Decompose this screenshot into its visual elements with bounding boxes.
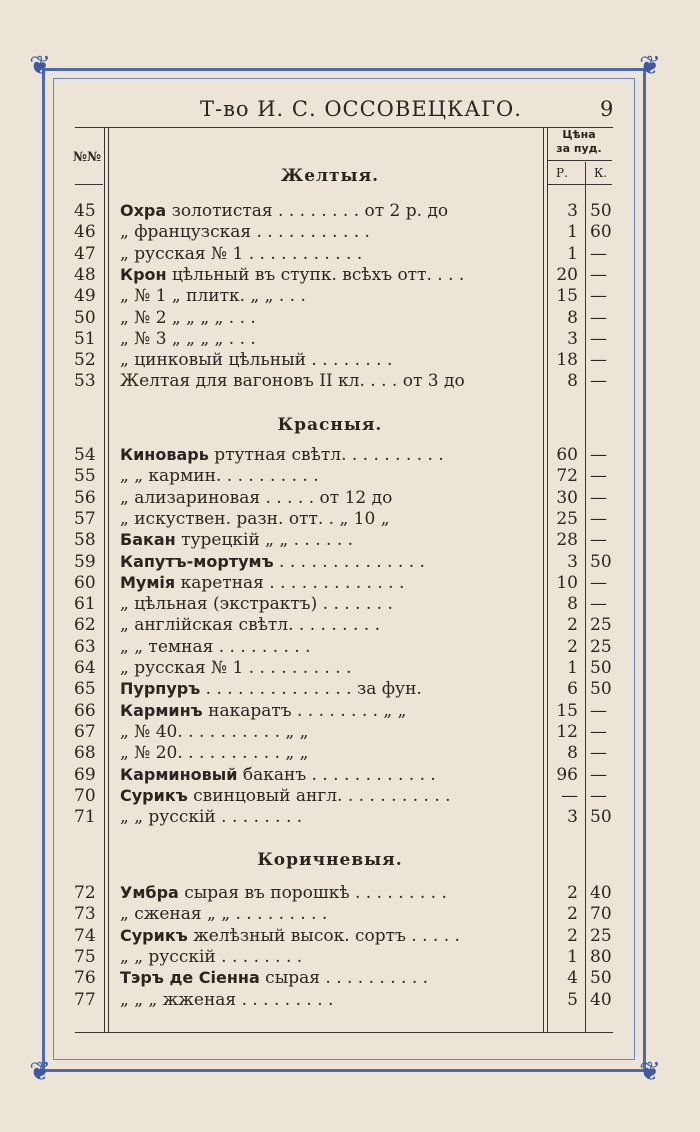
price-rub: 10 bbox=[556, 572, 578, 593]
price-kop: — bbox=[590, 785, 607, 806]
price-rub: 2 bbox=[567, 904, 578, 925]
item-name bbox=[120, 968, 610, 988]
item-name bbox=[120, 488, 610, 508]
num-col-rule bbox=[75, 184, 103, 185]
price-rub: 25 bbox=[556, 508, 578, 529]
item-number: 62 bbox=[74, 615, 96, 636]
price-kop: 40 bbox=[590, 989, 612, 1010]
price-rub: 3 bbox=[567, 551, 578, 572]
price-kop: 25 bbox=[590, 925, 612, 946]
item-number: 71 bbox=[74, 807, 96, 828]
price-kop: — bbox=[590, 466, 607, 487]
price-head-rule-2 bbox=[548, 184, 612, 185]
item-number: 72 bbox=[74, 883, 96, 903]
table-row bbox=[70, 679, 618, 699]
price-kop: 40 bbox=[590, 883, 612, 903]
item-number: 64 bbox=[74, 658, 96, 678]
price-kop: 80 bbox=[590, 946, 612, 967]
table-row bbox=[70, 530, 618, 550]
item-number: 69 bbox=[74, 764, 96, 785]
item-description: „ русская № 1 . . . . . . . . . . bbox=[120, 658, 352, 678]
table-row bbox=[70, 926, 618, 946]
table-row bbox=[70, 509, 618, 529]
item-description: желѣзный высок. сортъ . . . . . bbox=[187, 925, 460, 946]
item-name-bold: Сурикъ bbox=[120, 925, 188, 945]
item-name bbox=[120, 222, 610, 242]
item-number: 75 bbox=[74, 946, 96, 967]
item-description: ртутная свѣтл. . . . . . . . . . bbox=[208, 445, 444, 465]
price-rub: 60 bbox=[556, 445, 578, 465]
item-description: „ искуствен. разн. отт. . „ 10 „ bbox=[120, 508, 390, 529]
price-kop: — bbox=[590, 743, 607, 764]
item-name bbox=[120, 658, 610, 678]
item-name bbox=[120, 722, 610, 742]
item-number: 63 bbox=[74, 636, 96, 657]
price-rub: 2 bbox=[567, 636, 578, 657]
table-row bbox=[70, 222, 618, 242]
item-description: „ сженая „ „ . . . . . . . . . bbox=[120, 904, 328, 925]
price-rub: 1 bbox=[567, 658, 578, 678]
item-name bbox=[120, 786, 610, 806]
corner-ornament-icon: ❦ bbox=[639, 1057, 661, 1087]
price-kop: — bbox=[590, 487, 607, 508]
page-header-title: Т-во И. С. ОССОВЕЦКАГО. bbox=[200, 97, 522, 121]
item-description: „ „ русскій . . . . . . . . bbox=[120, 946, 303, 967]
price-rub: 1 bbox=[567, 946, 578, 967]
item-name bbox=[120, 947, 610, 967]
price-kop: — bbox=[590, 700, 607, 721]
price-rub: 8 bbox=[567, 594, 578, 615]
item-description: „ ализариновая . . . . . от 12 до bbox=[120, 487, 393, 508]
price-rub: 8 bbox=[567, 743, 578, 764]
price-kop: 50 bbox=[590, 679, 612, 700]
table-row bbox=[70, 637, 618, 657]
price-unit-label: за пуд. bbox=[556, 142, 602, 155]
item-name-bold: Охра bbox=[120, 201, 167, 220]
item-description: „ французская . . . . . . . . . . . bbox=[120, 222, 370, 243]
item-number: 73 bbox=[74, 904, 96, 925]
item-name bbox=[120, 679, 610, 699]
price-rub: — bbox=[561, 785, 578, 806]
item-description: свинцовый англ. . . . . . . . . . . bbox=[187, 785, 451, 806]
item-description: сырая въ порошкѣ . . . . . . . . . bbox=[178, 883, 447, 903]
price-label: Цѣна bbox=[562, 128, 596, 141]
item-name-bold: Карминовый bbox=[120, 764, 238, 784]
price-kop: — bbox=[590, 264, 607, 285]
item-name bbox=[120, 244, 610, 264]
item-number: 70 bbox=[74, 785, 96, 806]
price-rub: 1 bbox=[567, 222, 578, 243]
item-number: 54 bbox=[74, 445, 96, 465]
price-rub: 6 bbox=[567, 679, 578, 700]
price-kop: — bbox=[590, 764, 607, 785]
item-number: 61 bbox=[74, 594, 96, 615]
price-rub: 2 bbox=[567, 925, 578, 946]
header-rule bbox=[75, 127, 613, 128]
table-row bbox=[70, 615, 618, 635]
item-name bbox=[120, 509, 610, 529]
item-number: 68 bbox=[74, 743, 96, 764]
price-rub: 3 bbox=[567, 201, 578, 221]
item-description: турецкій „ „ . . . . . . bbox=[175, 530, 354, 551]
item-name-bold: Сурикъ bbox=[120, 785, 188, 805]
item-description: „ № 20. . . . . . . . . . „ „ bbox=[120, 743, 309, 764]
item-number: 66 bbox=[74, 700, 96, 721]
price-rub: 3 bbox=[567, 328, 578, 349]
table-row bbox=[70, 201, 618, 221]
price-kop: — bbox=[590, 508, 607, 529]
table-row bbox=[70, 743, 618, 763]
item-number: 47 bbox=[74, 243, 96, 264]
table-row bbox=[70, 947, 618, 967]
item-name bbox=[120, 926, 610, 946]
price-kop: 50 bbox=[590, 658, 612, 678]
item-number: 56 bbox=[74, 487, 96, 508]
item-number: 67 bbox=[74, 721, 96, 742]
price-rub: 18 bbox=[556, 350, 578, 371]
table-row bbox=[70, 286, 618, 306]
item-description: накаратъ . . . . . . . . „ „ bbox=[202, 700, 407, 721]
item-name bbox=[120, 530, 610, 550]
item-description: „ „ кармин. . . . . . . . . . bbox=[120, 466, 319, 487]
item-name bbox=[120, 265, 610, 285]
price-rub: 20 bbox=[556, 264, 578, 285]
price-kop: 25 bbox=[590, 615, 612, 636]
table-row bbox=[70, 968, 618, 988]
item-name-bold: Тэръ де Сіенна bbox=[120, 968, 260, 988]
table-row bbox=[70, 807, 618, 827]
item-name bbox=[120, 990, 610, 1010]
item-description: „ „ русскій . . . . . . . . bbox=[120, 807, 303, 828]
item-number: 48 bbox=[74, 264, 96, 285]
item-name-bold: Умбра bbox=[120, 883, 179, 902]
price-kop: 50 bbox=[590, 968, 612, 989]
item-name bbox=[120, 743, 610, 763]
price-rub: 5 bbox=[567, 989, 578, 1010]
table-row bbox=[70, 573, 618, 593]
table-row bbox=[70, 722, 618, 742]
item-name bbox=[120, 286, 610, 306]
item-name bbox=[120, 765, 610, 785]
table-row bbox=[70, 265, 618, 285]
price-rub: 8 bbox=[567, 307, 578, 328]
kop-header: К. bbox=[594, 166, 608, 180]
item-description: „ „ „ жженая . . . . . . . . . bbox=[120, 989, 334, 1010]
item-description: „ № 2 „ „ „ „ . . . bbox=[120, 307, 256, 328]
item-name bbox=[120, 904, 610, 924]
price-kop: — bbox=[590, 721, 607, 742]
table-row bbox=[70, 488, 618, 508]
item-name bbox=[120, 807, 610, 827]
table-row bbox=[70, 445, 618, 465]
num-column-header: №№ bbox=[73, 150, 102, 165]
price-kop: — bbox=[590, 307, 607, 328]
item-description: Желтая для вагоновъ II кл. . . . от 3 до bbox=[120, 371, 465, 392]
price-kop: — bbox=[590, 371, 607, 392]
item-number: 65 bbox=[74, 679, 96, 700]
item-name-bold: Крон bbox=[120, 264, 167, 284]
item-description: „ цѣльная (экстрактъ) . . . . . . . bbox=[120, 594, 393, 615]
table-row bbox=[70, 883, 618, 903]
table-row bbox=[70, 904, 618, 924]
table-row bbox=[70, 244, 618, 264]
item-description: „ русская № 1 . . . . . . . . . . . bbox=[120, 243, 363, 264]
table-row bbox=[70, 552, 618, 572]
table-row bbox=[70, 765, 618, 785]
item-number: 59 bbox=[74, 551, 96, 572]
item-name bbox=[120, 594, 610, 614]
section-title: Коричневыя. bbox=[257, 850, 403, 870]
item-number: 50 bbox=[74, 307, 96, 328]
price-kop: — bbox=[590, 445, 607, 465]
item-name-bold: Капутъ-мортумъ bbox=[120, 551, 274, 571]
price-rub: 30 bbox=[556, 487, 578, 508]
item-name bbox=[120, 701, 610, 721]
item-description: . . . . . . . . . . . . . . bbox=[273, 551, 425, 572]
price-kop: — bbox=[590, 594, 607, 615]
item-number: 77 bbox=[74, 989, 96, 1010]
item-number: 55 bbox=[74, 466, 96, 487]
price-rub: 4 bbox=[567, 968, 578, 989]
price-rub: 8 bbox=[567, 371, 578, 392]
bottom-rule bbox=[75, 1032, 613, 1033]
price-rub: 72 bbox=[556, 466, 578, 487]
item-description: „ № 40. . . . . . . . . . „ „ bbox=[120, 721, 309, 742]
item-number: 53 bbox=[74, 371, 96, 392]
rub-header: Р. bbox=[556, 166, 568, 180]
table-row bbox=[70, 329, 618, 349]
item-name bbox=[120, 573, 610, 593]
item-number: 51 bbox=[74, 328, 96, 349]
item-name bbox=[120, 883, 610, 903]
price-kop: — bbox=[590, 243, 607, 264]
price-rub: 96 bbox=[556, 764, 578, 785]
item-description: цѣльный въ ступк. всѣхъ отт. . . . bbox=[166, 264, 465, 285]
item-description: баканъ . . . . . . . . . . . . bbox=[237, 764, 436, 785]
item-name bbox=[120, 329, 610, 349]
item-number: 49 bbox=[74, 286, 96, 307]
table-row bbox=[70, 701, 618, 721]
item-description: „ № 3 „ „ „ „ . . . bbox=[120, 328, 256, 349]
price-kop: — bbox=[590, 530, 607, 551]
item-description: „ „ темная . . . . . . . . . bbox=[120, 636, 311, 657]
price-rub: 12 bbox=[556, 721, 578, 742]
item-number: 76 bbox=[74, 968, 96, 989]
item-name bbox=[120, 445, 610, 465]
table-row bbox=[70, 371, 618, 391]
table-row bbox=[70, 350, 618, 370]
item-name-bold: Киноварь bbox=[120, 445, 209, 464]
item-number: 57 bbox=[74, 508, 96, 529]
table-row bbox=[70, 786, 618, 806]
item-description: золотистая . . . . . . . . от 2 р. до bbox=[166, 201, 449, 221]
price-rub: 2 bbox=[567, 883, 578, 903]
table-row bbox=[70, 990, 618, 1010]
table-row bbox=[70, 466, 618, 486]
item-name bbox=[120, 637, 610, 657]
table-row bbox=[70, 308, 618, 328]
price-kop: 50 bbox=[590, 807, 612, 828]
price-column-header bbox=[548, 128, 610, 156]
item-description: „ англійская свѣтл. . . . . . . . . bbox=[120, 615, 380, 636]
page-number: 9 bbox=[600, 97, 614, 121]
item-name bbox=[120, 201, 610, 221]
item-description: . . . . . . . . . . . . . . за фун. bbox=[200, 679, 422, 700]
item-number: 58 bbox=[74, 530, 96, 551]
price-rub: 1 bbox=[567, 243, 578, 264]
item-name bbox=[120, 371, 610, 391]
corner-ornament-icon: ❦ bbox=[29, 1057, 51, 1087]
item-name-bold: Мумія bbox=[120, 572, 176, 592]
price-kop: 60 bbox=[590, 222, 612, 243]
corner-ornament-icon: ❦ bbox=[29, 51, 51, 81]
price-kop: — bbox=[590, 286, 607, 307]
price-kop: 25 bbox=[590, 636, 612, 657]
price-kop: 70 bbox=[590, 904, 612, 925]
item-description: „ цинковый цѣльный . . . . . . . . bbox=[120, 350, 393, 371]
price-head-rule bbox=[548, 160, 612, 161]
item-description: сырая . . . . . . . . . . bbox=[259, 968, 429, 989]
section-title: Красныя. bbox=[277, 415, 383, 435]
item-name-bold: Карминъ bbox=[120, 700, 203, 720]
item-number: 52 bbox=[74, 350, 96, 371]
item-description: каретная . . . . . . . . . . . . . bbox=[175, 572, 405, 593]
item-name-bold: Бакан bbox=[120, 530, 176, 550]
price-kop: — bbox=[590, 350, 607, 371]
table-row bbox=[70, 594, 618, 614]
price-kop: — bbox=[590, 572, 607, 593]
item-name-bold: Пурпуръ bbox=[120, 679, 201, 699]
item-name bbox=[120, 466, 610, 486]
item-description: „ № 1 „ плитк. „ „ . . . bbox=[120, 286, 306, 307]
item-name bbox=[120, 552, 610, 572]
price-rub: 28 bbox=[556, 530, 578, 551]
item-number: 60 bbox=[74, 572, 96, 593]
price-kop: 50 bbox=[590, 201, 612, 221]
table-row bbox=[70, 658, 618, 678]
price-kop: — bbox=[590, 328, 607, 349]
price-kop: 50 bbox=[590, 551, 612, 572]
corner-ornament-icon: ❦ bbox=[639, 51, 661, 81]
item-number: 46 bbox=[74, 222, 96, 243]
section-title: Желтыя. bbox=[280, 166, 380, 186]
price-rub: 15 bbox=[556, 286, 578, 307]
price-rub: 2 bbox=[567, 615, 578, 636]
item-name bbox=[120, 350, 610, 370]
item-name bbox=[120, 615, 610, 635]
item-number: 45 bbox=[74, 201, 96, 221]
item-name bbox=[120, 308, 610, 328]
price-rub: 3 bbox=[567, 807, 578, 828]
item-number: 74 bbox=[74, 925, 96, 946]
price-rub: 15 bbox=[556, 700, 578, 721]
